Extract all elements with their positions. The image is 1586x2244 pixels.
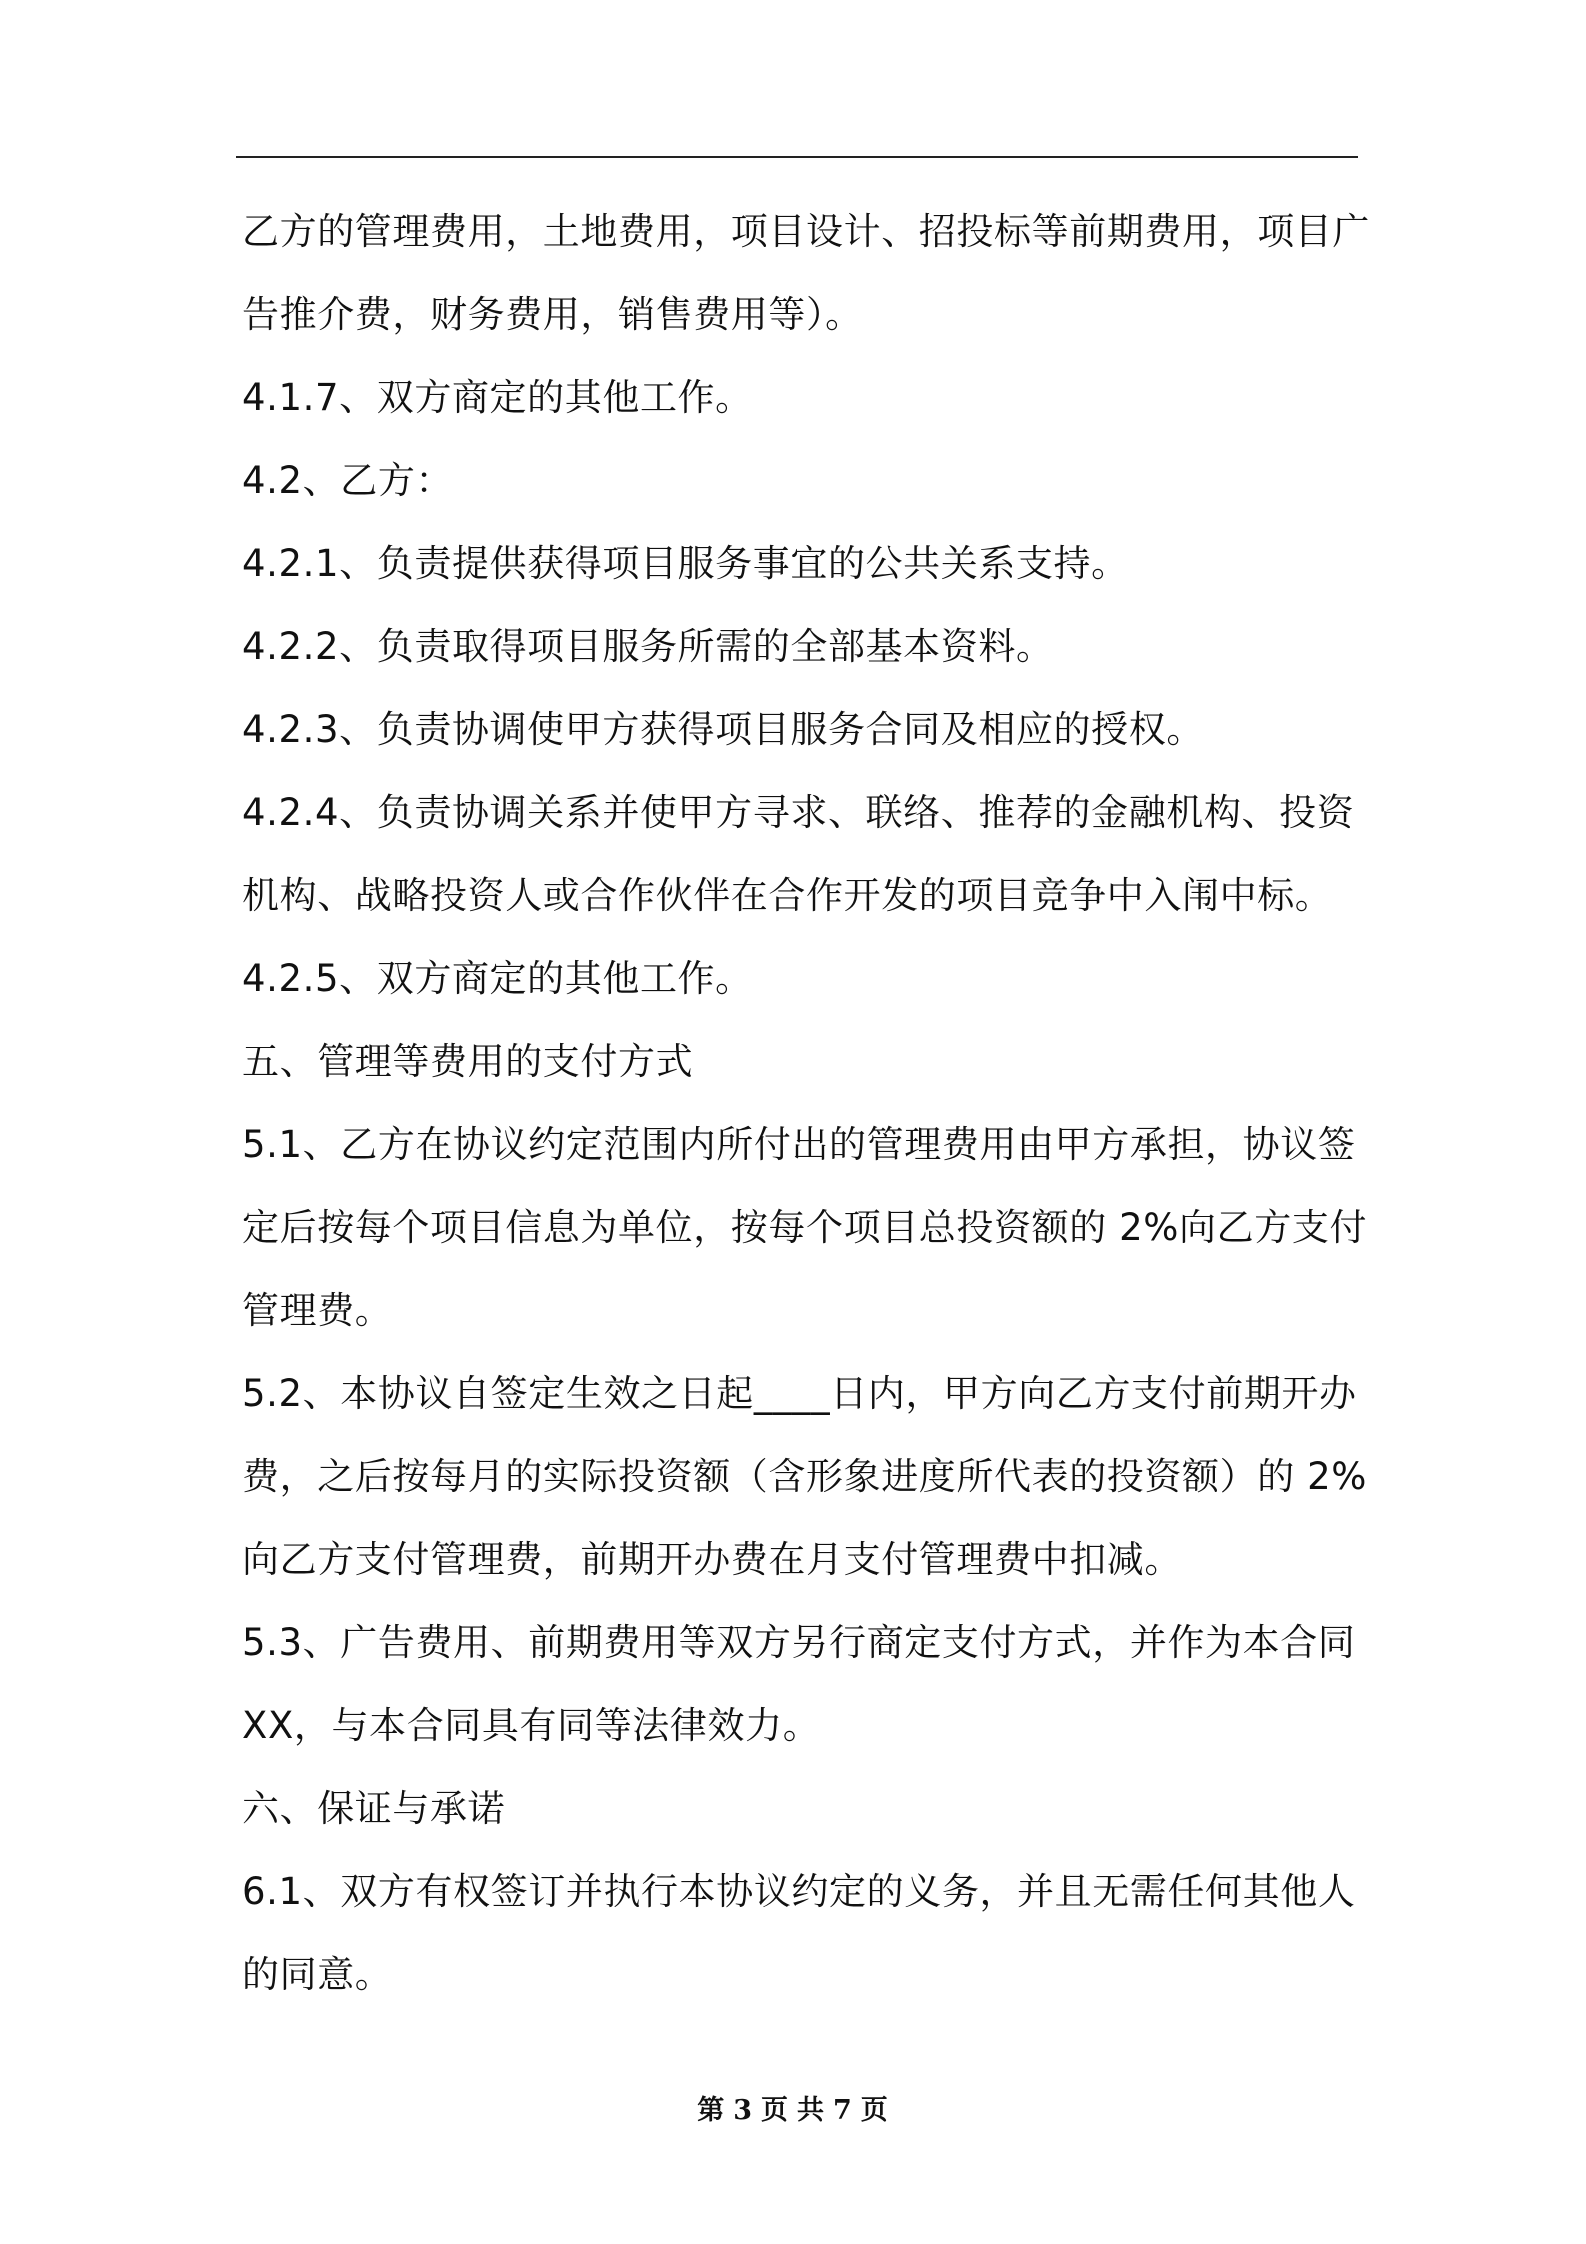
text-line: 4.1.7、双方商定的其他工作。 bbox=[242, 376, 753, 419]
text-line: 4.2.5、双方商定的其他工作。 bbox=[242, 957, 753, 1000]
text-line: 5.3、广告费用、前期费用等双方另行商定支付方式，并作为本合同 bbox=[242, 1621, 1356, 1664]
section-heading: 五、管理等费用的支付方式 bbox=[242, 1040, 694, 1083]
text-line: 4.2.2、负责取得项目服务所需的全部基本资料。 bbox=[242, 625, 1054, 668]
text-line: 5.1、乙方在协议约定范围内所付出的管理费用由甲方承担，协议签 bbox=[242, 1123, 1356, 1166]
document-body bbox=[242, 190, 1370, 2016]
total-unit: 页 bbox=[860, 2095, 889, 2126]
text-line: 管理费。 bbox=[242, 1289, 393, 1332]
text-line: 6.1、双方有权签订并执行本协议约定的义务，并且无需任何其他人 bbox=[242, 1870, 1356, 1913]
text-line: 告推介费，财务费用，销售费用等）。 bbox=[242, 293, 863, 336]
text-line: 向乙方支付管理费，前期开办费在月支付管理费中扣减。 bbox=[242, 1538, 1182, 1581]
text-line: XX，与本合同具有同等法律效力。 bbox=[242, 1704, 821, 1747]
total-label: 共 bbox=[797, 2095, 825, 2126]
text-line: 4.2、乙方： bbox=[242, 459, 454, 502]
text-line: 定后按每个项目信息为单位，按每个项目总投资额的 2%向乙方支付 bbox=[242, 1206, 1368, 1249]
page-label: 第 bbox=[697, 2095, 726, 2126]
page-unit: 页 bbox=[761, 2095, 789, 2126]
text-line: 4.2.4、负责协调关系并使甲方寻求、联络、推荐的金融机构、投资 bbox=[242, 791, 1355, 834]
text-line: 乙方的管理费用，土地费用，项目设计、招投标等前期费用，项目广 bbox=[242, 210, 1370, 253]
current-page-number: 3 bbox=[733, 2095, 753, 2126]
section-heading: 六、保证与承诺 bbox=[242, 1787, 506, 1830]
header-rule bbox=[236, 156, 1358, 158]
text-line: 4.2.1、负责提供获得项目服务事宜的公共关系支持。 bbox=[242, 542, 1129, 585]
text-line: 的同意。 bbox=[242, 1953, 393, 1996]
text-line: 5.2、本协议自签定生效之日起____日内，甲方向乙方支付前期开办 bbox=[242, 1372, 1357, 1415]
text-line: 4.2.3、负责协调使甲方获得项目服务合同及相应的授权。 bbox=[242, 708, 1204, 751]
text-line: 费，之后按每月的实际投资额（含形象进度所代表的投资额）的 2% bbox=[242, 1455, 1368, 1498]
text-line: 机构、战略投资人或合作伙伴在合作开发的项目竞争中入闱中标。 bbox=[242, 874, 1333, 917]
total-pages-number: 7 bbox=[833, 2095, 853, 2126]
page-footer bbox=[0, 2088, 1586, 2127]
